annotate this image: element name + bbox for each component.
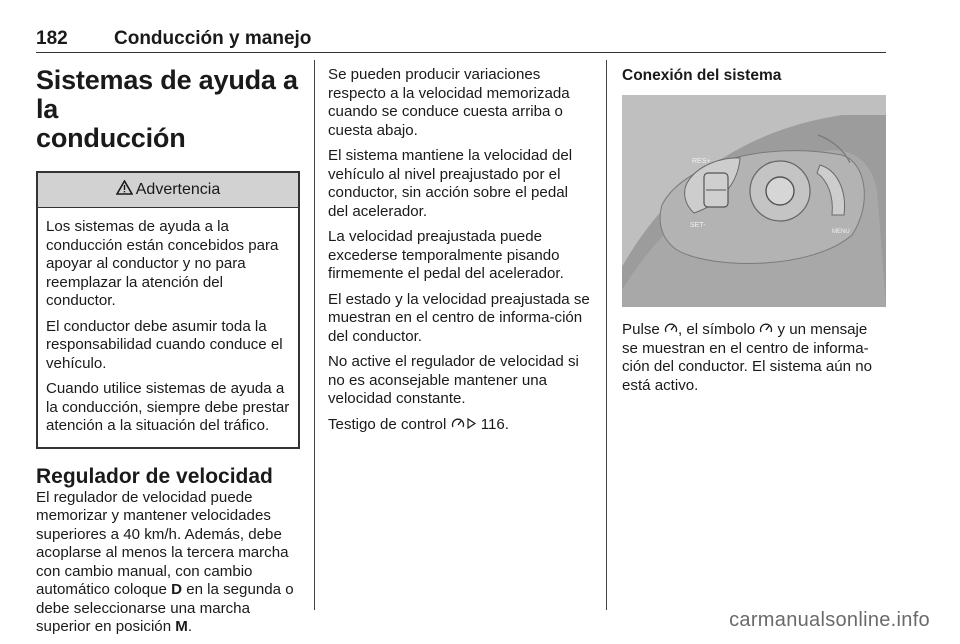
column-3	[622, 66, 886, 402]
text-run: 116.	[476, 415, 509, 433]
chapter-title-line-1: Sistemas de ayuda a la	[36, 65, 298, 124]
column-divider-2	[606, 60, 607, 610]
section-title: Conducción y manejo	[114, 28, 312, 49]
column-1	[36, 66, 300, 644]
chapter-title-line-2: conducción	[36, 123, 186, 153]
text-run: .	[187, 618, 193, 635]
warning-box	[36, 171, 300, 449]
section-heading-cruise: Regulador de velocidad	[36, 464, 273, 488]
text-run: , el símbolo	[677, 321, 760, 338]
steering-wheel-controls-image	[622, 95, 886, 307]
text-run: Testigo de control	[328, 415, 451, 433]
column-2	[328, 66, 592, 441]
warning-title: Advertencia	[135, 180, 221, 198]
menu-label: MENU	[832, 229, 850, 235]
connection-paragraph	[622, 321, 886, 395]
text-run: El regulador de velocidad puede memorizar y mantener velocidades superiores a 40 km/h. Además, debe acoplarse al menos la tercera marcha con cambio manual, con cambio automático coloque	[36, 488, 289, 598]
body-paragraph: El sistema mantiene la velocidad del vehículo al nivel preajustado por el conductor, sin acción sobre el pedal del acelerador.	[328, 147, 573, 220]
column-divider-1	[314, 60, 315, 610]
cruise-control-icon	[451, 416, 465, 435]
control-light-reference	[328, 416, 592, 435]
warning-body	[38, 208, 298, 447]
cruise-control-icon	[664, 321, 678, 340]
warning-paragraph: Cuando utilice sistemas de ayuda a la conducción, siempre debe prestar atención a la situación del tráfico.	[46, 380, 290, 434]
text-run: y un mensaje se muestran en el centro de informa‐ción del conductor. El sistema aún no está activo.	[622, 321, 873, 394]
warning-paragraph: El conductor debe asumir toda la responsabilidad cuando conduce el vehículo.	[46, 317, 283, 372]
gear-d-label: D	[171, 581, 182, 598]
text-run: Pulse	[622, 321, 664, 338]
body-paragraph: Se pueden producir variaciones respecto a la velocidad memorizada cuando se conduce cuesta arriba o cuesta abajo.	[328, 66, 570, 139]
body-paragraph: No active el regulador de velocidad si no es aconsejable mantener una velocidad constante.	[328, 353, 579, 407]
cruise-control-icon	[759, 321, 773, 340]
section-heading-connection: Conexión del sistema	[622, 67, 782, 84]
warning-triangle-icon	[116, 180, 133, 201]
warning-header	[38, 173, 298, 208]
page-number: 182	[36, 28, 68, 49]
watermark: carmanualsonline.info	[729, 609, 930, 631]
reference-arrow-icon	[465, 416, 477, 435]
set-label: SET-	[690, 222, 706, 229]
chapter-title	[36, 66, 300, 153]
warning-paragraph: Los sistemas de ayuda a la conducción están concebidos para apoyar al conductor y no para reemplazar la atención del conductor.	[46, 218, 279, 309]
body-paragraph: El estado y la velocidad preajustada se muestran en el centro de informa‐ción del conductor.	[328, 290, 590, 345]
text-run: en la segunda o debe seleccionarse una marcha superior en posición	[36, 581, 294, 635]
res-label: RES+	[692, 158, 711, 165]
page-header	[36, 22, 886, 53]
gear-m-label: M	[175, 618, 188, 635]
cruise-intro-paragraph	[36, 489, 300, 637]
body-paragraph: La velocidad preajustada puede excederse temporalmente pisando firmemente el pedal del acelerador.	[328, 228, 564, 282]
